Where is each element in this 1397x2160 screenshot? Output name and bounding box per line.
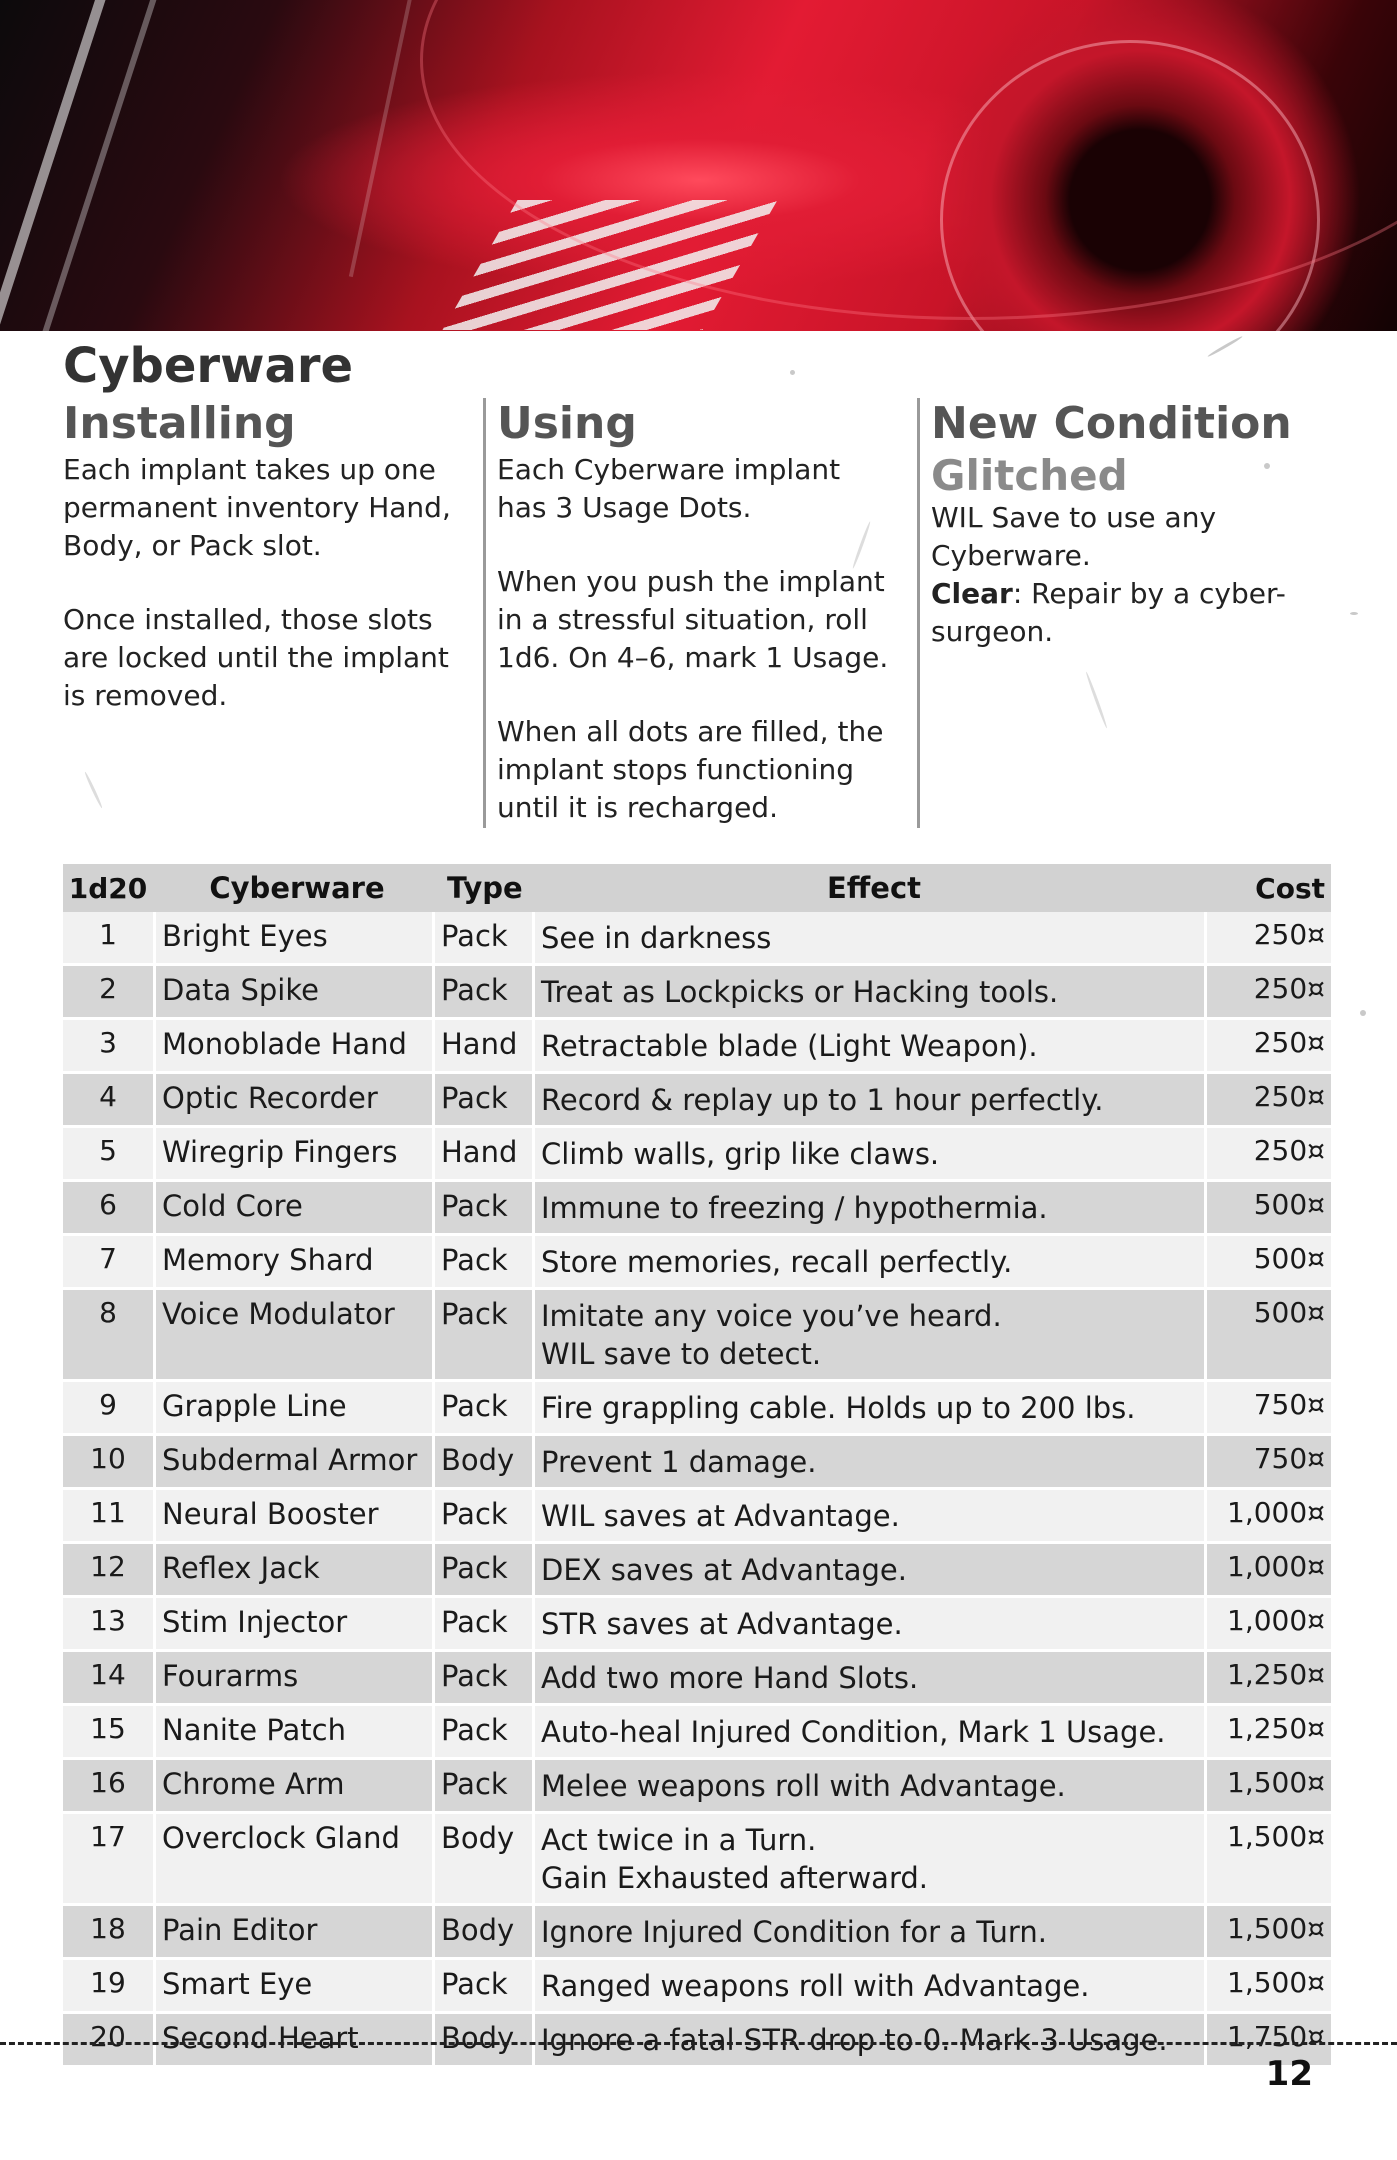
effect-line: Act twice in a Turn. (541, 1823, 817, 1857)
roll-cell: 12 (90, 1550, 126, 1583)
cost-cell: 1,750¤ (1227, 2020, 1325, 2053)
table-body (63, 912, 1331, 2068)
effect-cell (535, 1598, 1207, 1649)
roll-cell: 10 (90, 1442, 126, 1475)
installing-paragraph-1: Each implant takes up one permanent inventory Hand, Body, or Pack slot. (63, 452, 451, 562)
effect-cell (535, 1020, 1207, 1071)
table-row (63, 966, 1331, 1020)
roll-cell: 9 (99, 1388, 117, 1421)
roll-cell: 5 (99, 1134, 117, 1167)
effect-line: DEX saves at Advantage. (541, 1553, 907, 1587)
effect-cell (535, 2014, 1207, 2065)
effect-line: Immune to freezing / hypothermia. (541, 1191, 1048, 1225)
effect-line: Gain Exhausted afterward. (541, 1861, 928, 1895)
type-cell: Body (435, 1814, 535, 1903)
table-row (63, 1814, 1331, 1906)
header-cost: Cost (1255, 871, 1325, 905)
cost-cell: 1,250¤ (1227, 1658, 1325, 1691)
name-cell: Overclock Gland (153, 1814, 435, 1903)
type-cell: Pack (435, 1382, 535, 1433)
effect-line: Treat as Lockpicks or Hacking tools. (541, 975, 1059, 1009)
name-cell: Data Spike (153, 966, 435, 1017)
table-row (63, 1906, 1331, 1960)
effect-cell (535, 966, 1207, 1017)
using-paragraph-2: When you push the implant in a stressful situation, roll 1d6. On 4–6, mark 1 Usage. (497, 564, 889, 674)
table-row (63, 1128, 1331, 1182)
effect-cell (535, 1760, 1207, 1811)
using-paragraph-3: When all dots are filled, the implant stops functioning until it is recharged. (497, 714, 884, 824)
roll-cell: 4 (99, 1080, 117, 1113)
roll-cell: 17 (90, 1820, 126, 1853)
using-heading: Using (497, 398, 637, 449)
roll-cell: 20 (90, 2020, 126, 2053)
type-cell: Hand (435, 1020, 535, 1071)
effect-cell (535, 912, 1207, 963)
name-cell: Second Heart (153, 2014, 435, 2065)
table-row (63, 1436, 1331, 1490)
effect-line: STR saves at Advantage. (541, 1607, 903, 1641)
type-cell: Body (435, 1436, 535, 1487)
header-roll: 1d20 (68, 871, 148, 905)
table-row (63, 1074, 1331, 1128)
effect-cell (535, 1490, 1207, 1541)
effect-cell (535, 1182, 1207, 1233)
roll-cell: 8 (99, 1296, 117, 1329)
column-divider (917, 398, 920, 828)
cost-cell: 250¤ (1253, 1026, 1325, 1059)
table-row (63, 1598, 1331, 1652)
header-name: Cyberware (209, 871, 385, 905)
name-cell: Bright Eyes (153, 912, 435, 963)
name-cell: Smart Eye (153, 1960, 435, 2011)
effect-line: Ranged weapons roll with Advantage. (541, 1969, 1090, 2003)
table-row (63, 1760, 1331, 1814)
cost-cell: 750¤ (1253, 1442, 1325, 1475)
roll-cell: 2 (99, 972, 117, 1005)
effect-cell (535, 1814, 1207, 1903)
name-cell: Optic Recorder (153, 1074, 435, 1125)
effect-cell (535, 1960, 1207, 2011)
table-row (63, 2014, 1331, 2068)
effect-line: Prevent 1 damage. (541, 1445, 817, 1479)
clear-text: : Repair by a cyber-surgeon. (931, 576, 1286, 648)
effect-cell (535, 1906, 1207, 1957)
roll-cell: 18 (90, 1912, 126, 1945)
effect-line: WIL save to detect. (541, 1337, 822, 1371)
table-row (63, 1544, 1331, 1598)
type-cell: Pack (435, 1706, 535, 1757)
installing-paragraph-2: Once installed, those slots are locked until the implant is removed. (63, 602, 449, 712)
roll-cell: 15 (90, 1712, 126, 1745)
header-type: Type (447, 871, 523, 905)
installing-heading: Installing (63, 398, 296, 449)
installing-section (63, 398, 473, 715)
effect-cell (535, 1236, 1207, 1287)
effect-line: Climb walls, grip like claws. (541, 1137, 940, 1171)
effect-line: Imitate any voice you’ve heard. (541, 1299, 1002, 1333)
effect-cell (535, 1652, 1207, 1703)
table-row (63, 1290, 1331, 1382)
effect-line: Ignore Injured Condition for a Turn. (541, 1915, 1047, 1949)
footer-divider (0, 2042, 1397, 2045)
type-cell: Pack (435, 1760, 535, 1811)
name-cell: Memory Shard (153, 1236, 435, 1287)
roll-cell: 16 (90, 1766, 126, 1799)
name-cell: Wiregrip Fingers (153, 1128, 435, 1179)
type-cell: Pack (435, 1236, 535, 1287)
cost-cell: 1,500¤ (1227, 1766, 1325, 1799)
roll-cell: 3 (99, 1026, 117, 1059)
cost-cell: 1,000¤ (1227, 1604, 1325, 1637)
cost-cell: 500¤ (1253, 1242, 1325, 1275)
cost-cell: 1,250¤ (1227, 1712, 1325, 1745)
name-cell: Voice Modulator (153, 1290, 435, 1379)
effect-line: Fire grappling cable. Holds up to 200 lbs. (541, 1391, 1136, 1425)
effect-cell (535, 1382, 1207, 1433)
effect-line: Record & replay up to 1 hour perfectly. (541, 1083, 1104, 1117)
table-row (63, 1182, 1331, 1236)
cost-cell: 1,500¤ (1227, 1966, 1325, 1999)
clear-label: Clear (931, 576, 1013, 610)
type-cell: Pack (435, 1290, 535, 1379)
table-row (63, 912, 1331, 966)
type-cell: Pack (435, 1960, 535, 2011)
name-cell: Stim Injector (153, 1598, 435, 1649)
table-row (63, 1960, 1331, 2014)
cost-cell: 250¤ (1253, 1134, 1325, 1167)
effect-line: See in darkness (541, 921, 772, 955)
name-cell: Nanite Patch (153, 1706, 435, 1757)
name-cell: Fourarms (153, 1652, 435, 1703)
roll-cell: 1 (99, 918, 117, 951)
cost-cell: 1,500¤ (1227, 1820, 1325, 1853)
table-row (63, 1382, 1331, 1436)
roll-cell: 19 (90, 1966, 126, 1999)
type-cell: Pack (435, 1598, 535, 1649)
condition-description (931, 499, 1331, 651)
type-cell: Pack (435, 966, 535, 1017)
new-condition-section (931, 398, 1331, 651)
roll-cell: 7 (99, 1242, 117, 1275)
effect-line: Add two more Hand Slots. (541, 1661, 919, 1695)
name-cell: Chrome Arm (153, 1760, 435, 1811)
cost-cell: 250¤ (1253, 918, 1325, 951)
name-cell: Reflex Jack (153, 1544, 435, 1595)
type-cell: Pack (435, 912, 535, 963)
type-cell: Hand (435, 1128, 535, 1179)
type-cell: Body (435, 2014, 535, 2065)
condition-name: Glitched (931, 450, 1128, 500)
using-paragraph-1: Each Cyberware implant has 3 Usage Dots. (497, 452, 841, 524)
type-cell: Pack (435, 1074, 535, 1125)
page-title: Cyberware (63, 338, 354, 394)
cost-cell: 1,000¤ (1227, 1496, 1325, 1529)
effect-line: Melee weapons roll with Advantage. (541, 1769, 1066, 1803)
type-cell: Body (435, 1906, 535, 1957)
effect-line: Store memories, recall perfectly. (541, 1245, 1013, 1279)
effect-cell (535, 1128, 1207, 1179)
cost-cell: 500¤ (1253, 1296, 1325, 1329)
cost-cell: 1,000¤ (1227, 1550, 1325, 1583)
new-condition-heading: New Condition (931, 398, 1292, 449)
effect-cell (535, 1544, 1207, 1595)
name-cell: Monoblade Hand (153, 1020, 435, 1071)
effect-line: Retractable blade (Light Weapon). (541, 1029, 1038, 1063)
type-cell: Pack (435, 1652, 535, 1703)
cost-cell: 250¤ (1253, 1080, 1325, 1113)
cost-cell: 250¤ (1253, 972, 1325, 1005)
condition-description-text: WIL Save to use any Cyberware. (931, 500, 1217, 572)
roll-cell: 11 (90, 1496, 126, 1529)
using-section (497, 398, 897, 827)
roll-cell: 14 (90, 1658, 126, 1691)
table-row (63, 1652, 1331, 1706)
effect-line: Auto-heal Injured Condition, Mark 1 Usage. (541, 1715, 1166, 1749)
name-cell: Neural Booster (153, 1490, 435, 1541)
name-cell: Subdermal Armor (153, 1436, 435, 1487)
type-cell: Pack (435, 1544, 535, 1595)
table-header (63, 864, 1331, 912)
name-cell: Pain Editor (153, 1906, 435, 1957)
table-row (63, 1020, 1331, 1074)
header-illustration (0, 0, 1397, 331)
effect-line: WIL saves at Advantage. (541, 1499, 900, 1533)
effect-cell (535, 1436, 1207, 1487)
table-row (63, 1490, 1331, 1544)
cost-cell: 500¤ (1253, 1188, 1325, 1221)
effect-cell (535, 1290, 1207, 1379)
cost-cell: 750¤ (1253, 1388, 1325, 1421)
roll-cell: 6 (99, 1188, 117, 1221)
table-row (63, 1236, 1331, 1290)
effect-line: Ignore a fatal STR drop to 0. Mark 3 Usage. (541, 2023, 1168, 2057)
type-cell: Pack (435, 1490, 535, 1541)
name-cell: Grapple Line (153, 1382, 435, 1433)
cyberware-table (63, 864, 1331, 2068)
table-row (63, 1706, 1331, 1760)
roll-cell: 13 (90, 1604, 126, 1637)
cost-cell: 1,500¤ (1227, 1912, 1325, 1945)
page-number: 12 (1265, 2054, 1313, 2094)
name-cell: Cold Core (153, 1182, 435, 1233)
effect-cell (535, 1074, 1207, 1125)
type-cell: Pack (435, 1182, 535, 1233)
column-divider (483, 398, 486, 828)
header-effect: Effect (826, 871, 922, 905)
effect-cell (535, 1706, 1207, 1757)
